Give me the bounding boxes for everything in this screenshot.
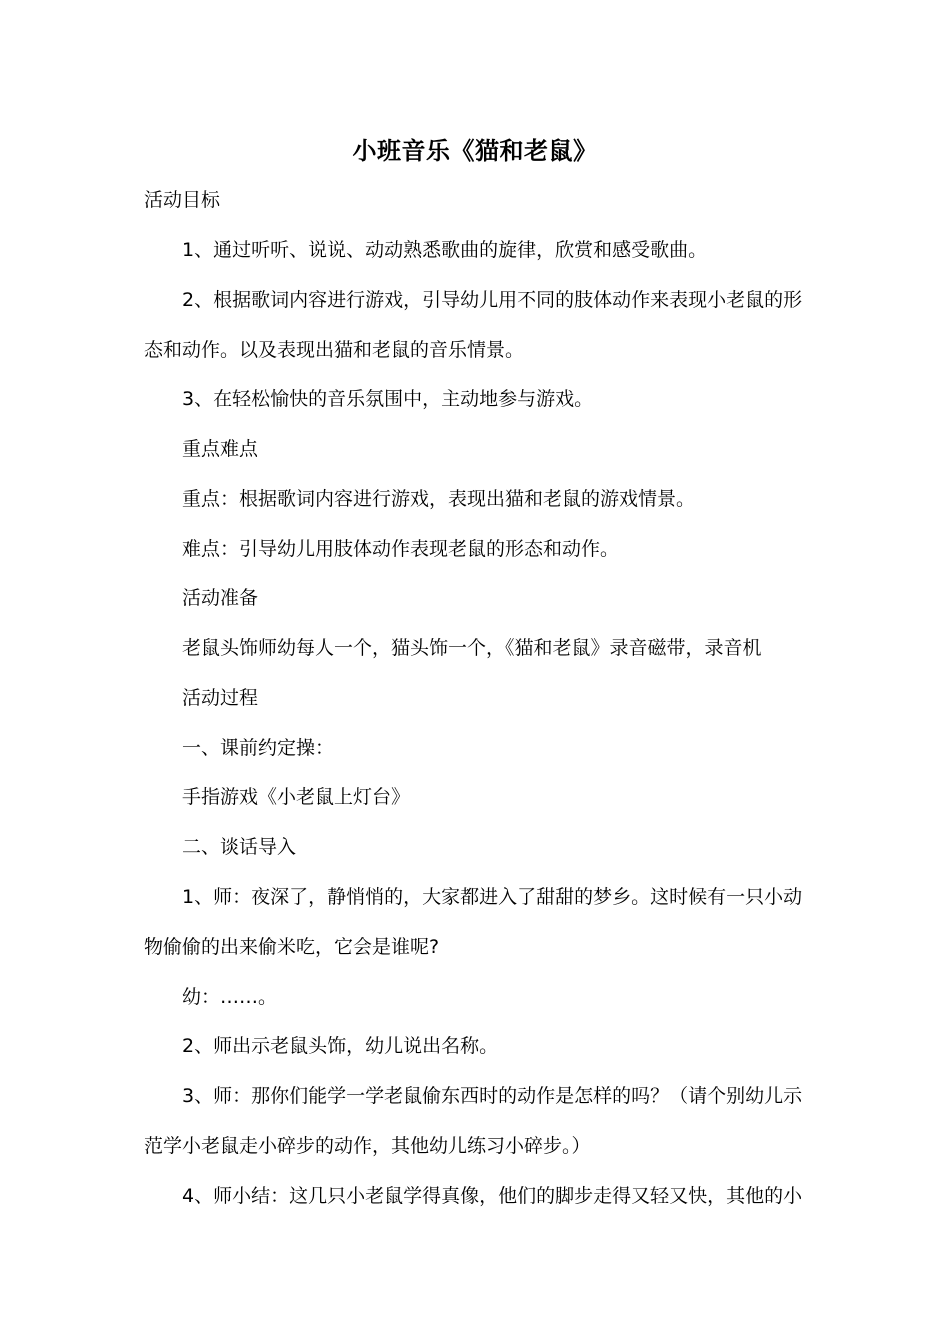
paragraph-line: 态和动作。以及表现出猫和老鼠的音乐情景。 <box>144 339 525 361</box>
paragraph-line: 4、师小结：这几只小老鼠学得真像，他们的脚步走得又轻又快，其他的小 <box>182 1185 803 1207</box>
paragraph-line: 二、谈话导入 <box>182 836 297 858</box>
paragraph-line: 难点：引导幼儿用肢体动作表现老鼠的形态和动作。 <box>182 538 620 560</box>
paragraph-line: 2、师出示老鼠头饰，幼儿说出名称。 <box>182 1035 499 1057</box>
section-heading-goals: 活动目标 <box>144 189 221 211</box>
paragraph-line: 3、在轻松愉快的音乐氛围中，主动地参与游戏。 <box>182 388 594 410</box>
document-title: 小班音乐《猫和老鼠》 <box>352 137 598 165</box>
paragraph-line: 一、课前约定操： <box>182 737 335 759</box>
paragraph-line: 范学小老鼠走小碎步的动作，其他幼儿练习小碎步。） <box>144 1135 591 1157</box>
section-heading-preparation: 活动准备 <box>182 587 259 609</box>
paragraph-line: 物偷偷的出来偷米吃，它会是谁呢? <box>144 936 440 958</box>
paragraph-line: 1、通过听听、说说、动动熟悉歌曲的旋律，欣赏和感受歌曲。 <box>182 239 708 261</box>
paragraph-line: 1、师：夜深了，静悄悄的，大家都进入了甜甜的梦乡。这时候有一只小动 <box>182 886 803 908</box>
paragraph-line: 手指游戏《小老鼠上灯台》 <box>182 786 411 808</box>
paragraph-line: 幼：……。 <box>182 986 278 1008</box>
paragraph-line: 老鼠头饰师幼每人一个，猫头饰一个，《猫和老鼠》录音磁带，录音机 <box>182 637 762 659</box>
section-heading-key-points: 重点难点 <box>182 438 259 460</box>
paragraph-line: 3、师：那你们能学一学老鼠偷东西时的动作是怎样的吗？（请个别幼儿示 <box>182 1085 803 1107</box>
section-heading-process: 活动过程 <box>182 687 259 709</box>
paragraph-line: 2、根据歌词内容进行游戏，引导幼儿用不同的肢体动作来表现小老鼠的形 <box>182 289 803 311</box>
paragraph-line: 重点：根据歌词内容进行游戏，表现出猫和老鼠的游戏情景。 <box>182 488 696 510</box>
